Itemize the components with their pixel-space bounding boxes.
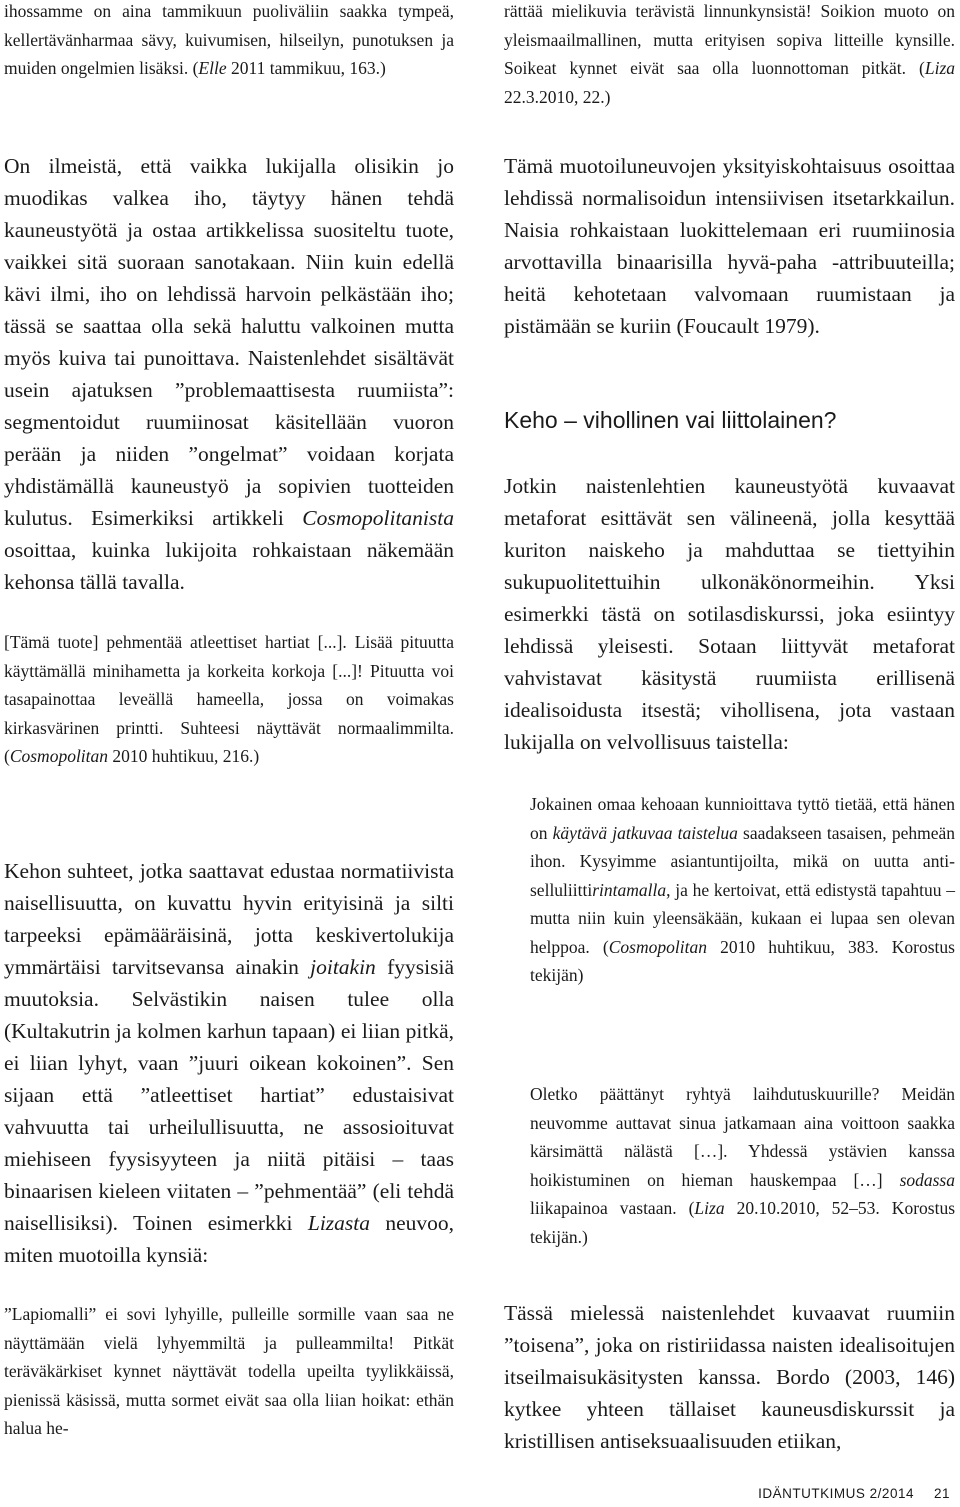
emphasis: sodassa: [899, 1169, 955, 1190]
paragraph-2-right: Jotkin naistenlehtien kauneustyötä kuvaavat metaforat esittävät sen välineenä, jolla kesyttää kuriton naiskeho ja mahduttaa se tiettyihin sukupuolitettuihin ulkonäkönormeihin. Yksi esimerkki tästä on sotilasdiskurssi, joka esiintyy lehdissä yleisesti. Sotaan liittyvät metaforat vahvistavat käsitystä ruumiista erillisenä idealisoidusta itsestä; vihollisena, jota vastaan lukijalla on velvollisuus taistella:: [504, 474, 955, 754]
source-title: Liza: [924, 58, 955, 78]
quote-text: liikapainoa vastaan. (: [530, 1198, 695, 1218]
block-quote-top-right: [504, 0, 955, 111]
quote-text: ihossamme on aina tammikuun puoliväliin saakka tympeä, kellertävänharmaa sävy, kuivumisen, hilseilyn, punotuksen ja muiden ongelmien lisäksi. (: [4, 1, 454, 78]
source-title: Cosmopolitan: [9, 746, 109, 766]
quote-text: [Tämä tuote] pehmentää atleettiset hartiat [...]. Lisää pituutta käyttämällä minihametta ja korkeita korkoja [...]! Pituutta voi tasapainottaa leveällä hameella, jossa on voimakas kirkasvärinen printti. Suhteesi näyttävät normaalimmilta. (: [4, 632, 454, 766]
emphasis: käytävä jatkuvaa taistelua: [552, 822, 738, 843]
quote-text: 22.3.2010, 22.): [504, 86, 611, 107]
paragraph-2-left: [4, 855, 454, 1271]
paragraph-text: On ilmeistä, että vaikka lukijalla olisikin jo muodikas valkea iho, täytyy hänen tehdä kauneustyötä ja ostaa artikkelissa suositeltu tuote, vaikkei sitä suoraan sanotakaan. Niin kuin edellä kävi ilmi, iho on lehdissä harvoin pelkästään iho; tässä se saattaa olla sekä haluttu valkoinen mutta myös kuiva tai punoittava. Naistenlehdet sisältävät usein ajatuksen ”problemaattisesta ruumiista”: segmentoidut ruumiinosat käsitellään vuoron perään ja niiden ”ongelmat” voidaan korjata yhdistämällä kauneustyö ja sopivien tuotteiden kulutus. Esimerkiksi artikkeli: [4, 154, 454, 530]
source-title: Cosmopolitan: [608, 936, 707, 957]
quote-text: 2011 tammikuu, 163.): [226, 58, 386, 78]
emphasis: rintamalla: [592, 879, 667, 900]
page-footer: [758, 1486, 950, 1501]
quote-text: rättää mielikuvia terävistä linnunkynsistä! Soikion muoto on yleismaailmallinen, mutta erityisen sopiva litteille kynsille. Soikeat kynnet eivät saa olla luonnottoman pitkät. (: [504, 1, 955, 78]
paragraph-text: fyysisiä muutoksia. Selvästikin naisen tulee olla (Kultakutrin ja kolmen karhun tapaan) ei liian pitkä, ei liian lyhyt, vaan ”juuri oikean kokoinen”. Sen sijaan että ”atleettiset hartiat” edustaisivat vahvuutta tai urheilullisuutta, ne assosioituvat miehiseen fyysisyyteen ja niitä pitäisi – taas binaarisen kieleen viitaten – ”pehmentää” (eli tehdä naisellisiksi). Toinen esimerkki: [4, 955, 454, 1235]
paragraph-text: neuvoo, miten muotoilla kynsiä:: [4, 1211, 454, 1267]
quote-text: 2010 huhtikuu, 216.): [108, 746, 260, 766]
source-title: Lizasta: [307, 1211, 370, 1235]
quote-text: Oletko päättänyt ryhtyä laihdutuskuurille? Meidän neuvomme auttavat sinua jatkamaan aina voittoon saakka kärsimättä nälästä […]. Yhdessä ystävien kanssa hoikistuminen on hieman hauskempaa […]: [530, 1084, 955, 1190]
emphasis: joitakin: [310, 955, 376, 979]
paragraph-1-right: Tämä muotoiluneuvojen yksityiskohtaisuus osoittaa lehdissä normalisoidun intensiivisen itsetarkkailun. Naisia rohkaistaan luokittelemaan eri ruumiinosia arvottavilla binaarisilla hyvä-paha -attribuuteilla; heitä kehotetaan valvomaan ruumistaan ja pistämään se kuriin (Foucault 1979).: [504, 154, 955, 338]
paragraph-1-left: [4, 150, 454, 598]
quote-text: Jokainen omaa kehoaan kunnioittava tyttö tietää, että hänen on: [530, 794, 955, 843]
block-quote-2-right: [530, 1080, 955, 1251]
paragraph-text: Kehon suhteet, jotka saattavat edustaa normatiivista naisellisuutta, on kuvattu hyvin erityisinä ja silti tarpeeksi epämääräisinä, jotta keskivertolukija ymmärtäisi tarvitsevansa ainakin: [4, 859, 454, 979]
quote-text: 2010 huhtikuu, 383. Korostus tekijän): [530, 936, 955, 985]
paragraph-3-right: Tässä mielessä naistenlehdet kuvaavat ruumiin ”toisena”, joka on ristiriidassa naisten idealisoitujen itseilmaisukäsitysten kanssa. Bordo (2003, 146) kytkee yhteen tällaiset kauneusdiskurssit ja kristillisen antiseksuaalisuuden etiikan,: [504, 1301, 955, 1453]
block-quote-middle-left: [4, 628, 454, 771]
source-title: Cosmopolitanista: [302, 506, 454, 530]
quote-text: , ja he kertoivat, että edistystä tapahtuu – mutta niin kuin yleensäkään, kukaan ei lupaa sen olevan helppoa. (: [530, 879, 955, 957]
journal-name: IDÄNTUTKIMUS 2/2014: [758, 1486, 914, 1501]
block-quote-1-right: [530, 790, 955, 990]
page-number: 21: [933, 1486, 950, 1501]
source-title: Liza: [694, 1198, 725, 1218]
section-heading: Keho – vihollinen vai liittolainen?: [504, 407, 837, 433]
source-title: Elle: [198, 58, 227, 78]
paragraph-text: osoittaa, kuinka lukijoita rohkaistaan näkemään kehonsa tällä tavalla.: [4, 538, 454, 594]
quote-text: saadakseen tasaisen, pehmeän ihon. Kysyimme asiantuntijoilta, mikä on uutta anti-selluliitti: [530, 822, 955, 900]
block-quote-top-left: [4, 0, 454, 83]
quote-text: 20.10.2010, 52–53. Korostus tekijän.): [530, 1198, 955, 1247]
block-quote-bottom-left: ”Lapiomalli” ei sovi lyhyille, pulleille sormille vaan saa ne näyttämään vielä lyhyemmiltä ja pulleammilta! Pitkät teräväkärkiset kynnet näyttävät todella upeilta tyylikkäissä, pienissä käsissä, mutta sormet eivät saa olla liian hoikat: ethän halua he-: [4, 1304, 454, 1438]
